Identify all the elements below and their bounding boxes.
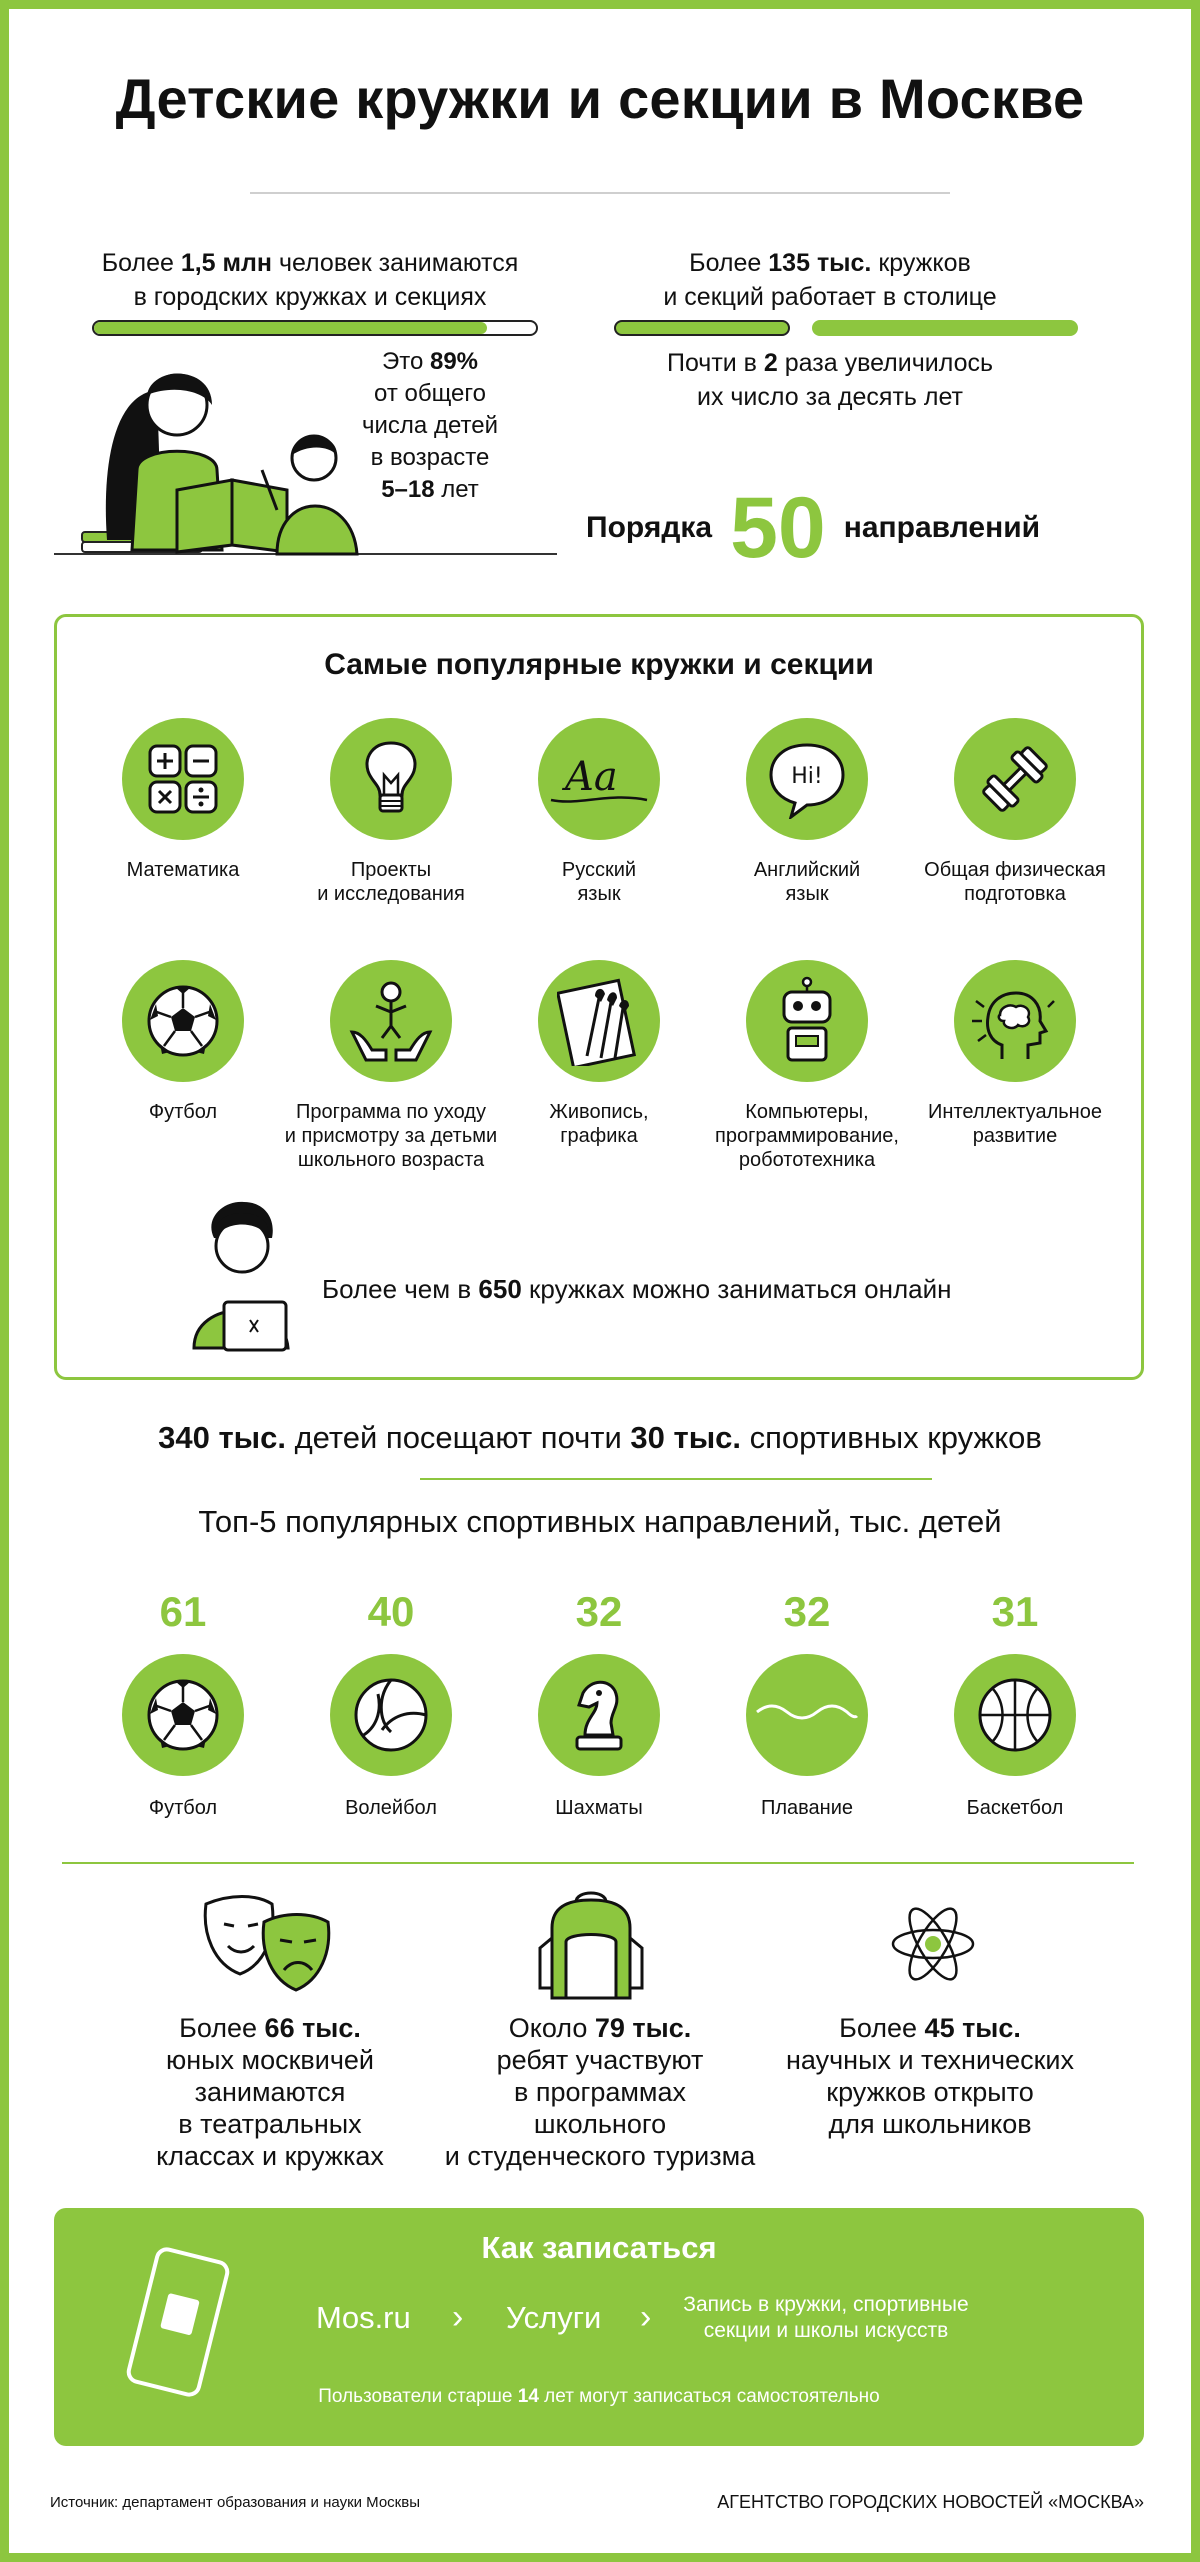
online-value: 650 — [478, 1274, 522, 1304]
fact-pre: Около — [508, 2013, 595, 2043]
signup-step-mosru[interactable]: Mos.ru — [316, 2300, 411, 2335]
growth-stat — [620, 346, 1040, 414]
sport-label-volleyball: Волейбол — [345, 1797, 437, 1819]
growth-bar-after — [812, 320, 1078, 336]
directions-value: 50 — [730, 479, 826, 576]
popular-label-line: Русский — [561, 859, 637, 881]
popular-label-line: графика — [560, 1125, 638, 1147]
footer-agency: АГЕНТСТВО ГОРОДСКИХ НОВОСТЕЙ «МОСКВА» — [717, 2492, 1144, 2512]
chess-knight-icon — [538, 1654, 660, 1776]
fact-line: занимаются — [194, 2077, 346, 2107]
popular-label-fitness — [905, 858, 1125, 906]
popular-label-line: программирование, — [715, 1125, 899, 1147]
sport-value-volleyball: 40 — [367, 1588, 415, 1635]
math-operations-icon — [122, 718, 244, 840]
fact-science — [770, 2012, 1090, 2140]
handwriting-glyph: Aa — [565, 754, 618, 800]
popular-label-line: Английский — [753, 859, 861, 881]
clubs-line2: и секций работает в столице — [663, 283, 997, 311]
basketball-icon — [954, 1654, 1076, 1776]
fact-line: для школьников — [828, 2109, 1032, 2139]
popular-label-line: и присмотру за детьми — [284, 1125, 498, 1147]
growth-value: 2 — [763, 349, 778, 377]
members-stat — [60, 246, 560, 314]
members-value: 1,5 млн — [180, 249, 273, 277]
chevron-right-icon: › — [452, 2298, 464, 2336]
popular-label-line: Компьютеры, — [745, 1101, 869, 1123]
sports-clubs-value: 30 тыс. — [630, 1420, 742, 1455]
facts-divider — [62, 1862, 1134, 1864]
speech-bubble-icon — [746, 718, 868, 840]
popular-label-projects — [281, 858, 501, 906]
atom-icon — [888, 1906, 978, 1982]
handwriting-icon — [538, 718, 660, 840]
popular-label-line: Программа по уходу — [296, 1101, 486, 1123]
sport-value-basketball: 31 — [991, 1588, 1039, 1635]
online-pre: Более чем в — [322, 1274, 479, 1304]
popular-label-line: Живопись, — [549, 1101, 649, 1123]
fact-pre: Более — [179, 2013, 265, 2043]
popular-label-intellect — [905, 1100, 1125, 1148]
growth-pre: Почти в — [666, 349, 764, 377]
sport-value-chess: 32 — [575, 1588, 623, 1635]
fact-value: 45 тыс. — [924, 2013, 1021, 2043]
popular-label-math — [73, 858, 293, 882]
popular-label-computers — [697, 1100, 917, 1172]
brain-head-icon — [954, 960, 1076, 1082]
sport-label-swimming: Плавание — [760, 1797, 854, 1819]
share-line4: в возрасте — [370, 444, 490, 471]
fact-line: школьного — [533, 2109, 667, 2139]
robot-icon — [746, 960, 868, 1082]
fact-pre: Более — [839, 2013, 925, 2043]
sports-summary — [0, 1420, 1200, 1456]
members-pre: Более — [101, 249, 181, 277]
growth-post: раза увеличилось — [777, 349, 994, 377]
fact-tourism — [420, 2012, 780, 2172]
share-value: 89% — [429, 348, 479, 375]
popular-label-line: и исследования — [317, 883, 465, 905]
sports-heading: Топ-5 популярных спортивных направлений, тыс. детей — [198, 1504, 1002, 1539]
fact-value: 79 тыс. — [594, 2013, 692, 2043]
speech-bubble-glyph: Hi! — [791, 764, 823, 789]
signup-note — [54, 2386, 1144, 2408]
dumbbell-icon — [954, 718, 1076, 840]
clubs-post: кружков — [871, 249, 971, 277]
signup-step-enroll[interactable] — [676, 2292, 976, 2344]
sports-children-value: 340 тыс. — [158, 1420, 286, 1455]
members-line2: в городских кружках и секциях — [133, 283, 487, 311]
theater-masks-icon — [200, 1894, 336, 1994]
share-line2: от общего — [374, 380, 486, 407]
paint-brushes-icon — [538, 960, 660, 1082]
popular-label-russian — [489, 858, 709, 906]
popular-label-line: подготовка — [964, 883, 1066, 905]
popular-label-line: развитие — [972, 1125, 1058, 1147]
volleyball-icon — [330, 1654, 452, 1776]
directions-post: направлений — [843, 511, 1041, 544]
child-laptop-illustration — [184, 1198, 294, 1358]
light-bulb-icon — [330, 718, 452, 840]
clubs-pre: Более — [689, 249, 769, 277]
sport-value-football: 61 — [159, 1588, 207, 1635]
fact-value: 66 тыс. — [264, 2013, 361, 2043]
signup-note-value: 14 — [517, 2386, 539, 2407]
care-hands-icon — [330, 960, 452, 1082]
popular-label-line: Общая физическая — [924, 859, 1106, 881]
phone-screen-mark — [160, 2293, 200, 2336]
soccer-ball-icon — [122, 1654, 244, 1776]
online-post: кружках можно заниматься онлайн — [521, 1274, 952, 1304]
sport-label-football: Футбол — [148, 1797, 218, 1819]
popular-label-football — [73, 1100, 293, 1124]
growth-bar-before — [614, 320, 790, 336]
sports-summary-text2: спортивных кружков — [741, 1420, 1042, 1455]
fact-line: в театральных — [178, 2109, 362, 2139]
fact-theater — [120, 2012, 420, 2172]
backpack-icon — [536, 1888, 646, 2006]
popular-label-line: Интеллектуальное — [928, 1101, 1102, 1123]
chevron-right-icon: › — [640, 2298, 652, 2336]
directions-pre: Порядка — [586, 511, 713, 544]
share-progress-bar — [92, 320, 538, 336]
popular-label-line: язык — [785, 883, 829, 905]
clubs-stat — [620, 246, 1040, 314]
share-ages: 5–18 — [381, 476, 435, 503]
sport-value-swimming: 32 — [783, 1588, 831, 1635]
wave-icon — [746, 1654, 868, 1776]
fact-line: классах и кружках — [156, 2141, 384, 2171]
popular-label-care — [271, 1100, 511, 1172]
signup-note-pre: Пользователи старше — [318, 2386, 518, 2407]
share-pre: Это — [381, 348, 430, 375]
popular-label-line: школьного возраста — [297, 1149, 485, 1171]
fact-line: кружков открыто — [826, 2077, 1034, 2107]
sport-label-chess: Шахматы — [555, 1797, 643, 1819]
signup-step-services[interactable]: Услуги — [506, 2300, 602, 2335]
members-post: человек занимаются — [272, 249, 519, 277]
mother-child-illustration — [52, 360, 562, 560]
signup-step-enroll-line1: Запись в кружки, спортивные — [683, 2293, 969, 2316]
share-post: лет — [434, 476, 479, 503]
signup-note-post: лет могут записаться самостоятельно — [538, 2386, 880, 2407]
growth-line2: их число за десять лет — [697, 383, 963, 411]
signup-heading: Как записаться — [481, 2230, 717, 2265]
clubs-value: 135 тыс. — [768, 249, 872, 277]
online-stat — [322, 1274, 951, 1305]
popular-label-painting — [489, 1100, 709, 1148]
signup-step-enroll-line2: секции и школы искусств — [703, 2319, 949, 2342]
page-title: Детские кружки и секции в Москве — [115, 67, 1085, 130]
fact-line: и студенческого туризма — [444, 2141, 756, 2171]
popular-label-english — [697, 858, 917, 906]
popular-label-line: язык — [577, 883, 621, 905]
popular-label-line: Футбол — [148, 1101, 218, 1123]
popular-label-line: робототехника — [738, 1149, 876, 1171]
fact-line: юных москвичей — [165, 2045, 375, 2075]
title-divider — [250, 192, 950, 194]
directions-stat — [586, 478, 1106, 578]
sports-divider — [420, 1478, 932, 1480]
popular-heading: Самые популярные кружки и секции — [324, 648, 874, 681]
fact-line: ребят участвуют — [496, 2045, 704, 2075]
fact-line: в программах — [513, 2077, 687, 2107]
sports-summary-text1: детей посещают почти — [285, 1420, 631, 1455]
sport-label-basketball: Баскетбол — [966, 1797, 1064, 1819]
footer-source: Источник: департамент образования и науки Москвы — [50, 2494, 420, 2511]
popular-label-line: Проекты — [350, 859, 432, 881]
share-line3: числа детей — [362, 412, 498, 439]
soccer-ball-icon — [122, 960, 244, 1082]
share-progress-fill — [94, 322, 487, 334]
fact-line: научных и технических — [785, 2045, 1075, 2075]
popular-label-line: Математика — [126, 859, 240, 881]
